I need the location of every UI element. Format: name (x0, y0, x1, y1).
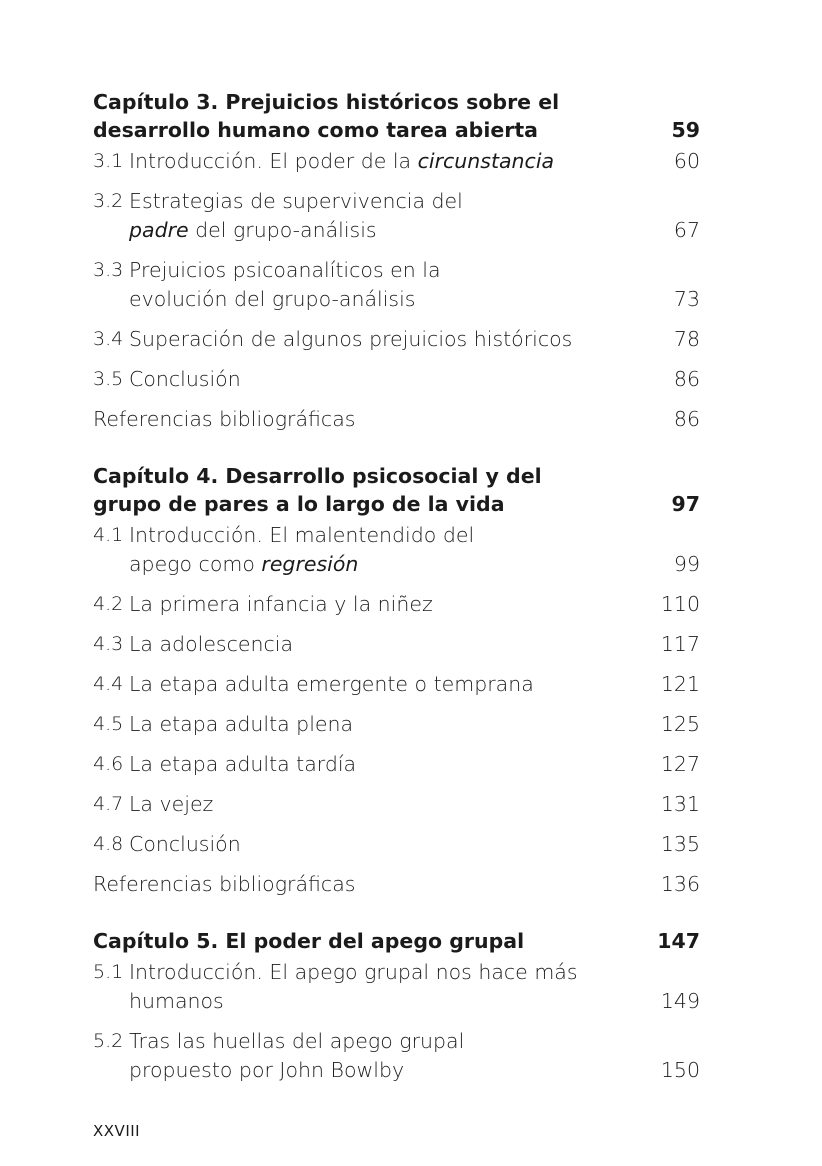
entry-page: 121 (660, 672, 700, 696)
toc-entry[interactable] (93, 521, 700, 579)
entry-title: Introducción. El apego grupal nos hace más humanos (129, 960, 578, 1013)
entry-page: 99 (673, 552, 700, 576)
entry-number: 3.3 (93, 259, 124, 281)
entry-number: 3.4 (93, 328, 124, 350)
chapter-title: Capítulo 4. Desarrollo psicosocial y del grupo de pares a lo largo de la vida (93, 464, 542, 516)
entry-number: 4.2 (93, 593, 124, 615)
entry-page: 131 (660, 792, 700, 816)
chapter-heading[interactable] (93, 462, 700, 518)
entry-page: 136 (660, 872, 700, 896)
page-folio: XXVIII (93, 1122, 141, 1140)
toc-entry[interactable] (93, 1027, 700, 1085)
entry-title: Prejuicios psicoanalíticos en la evolución del grupo-análisis (129, 258, 441, 311)
chapter-page: 97 (671, 492, 700, 516)
entry-title: La etapa adulta plena (129, 712, 354, 736)
toc-entry[interactable] (93, 958, 700, 1016)
toc-entry[interactable] (93, 365, 700, 394)
chapter-title: Capítulo 3. Prejuicios históricos sobre el desarrollo humano como tarea abierta (93, 90, 560, 142)
entry-number: 5.1 (93, 961, 124, 983)
chapter-page: 59 (671, 118, 700, 142)
entry-title: La etapa adulta tardía (129, 752, 357, 776)
toc-entry[interactable] (93, 790, 700, 819)
entry-title: La vejez (129, 792, 214, 816)
chapter-4-section (93, 462, 700, 899)
entry-title: Conclusión (129, 367, 241, 391)
toc-entry[interactable] (93, 750, 700, 779)
entry-number: 4.4 (93, 673, 124, 695)
entry-page: 127 (660, 752, 700, 776)
entry-number: 4.6 (93, 753, 124, 775)
entry-title: Introducción. El malentendido del apego como regresión (129, 523, 475, 576)
entry-number: 4.3 (93, 633, 124, 655)
references-label: Referencias bibliográficas (93, 407, 356, 431)
entry-page: 86 (673, 407, 700, 431)
entry-number: 5.2 (93, 1030, 124, 1052)
entry-page: 149 (660, 989, 700, 1013)
entry-number: 3.5 (93, 368, 124, 390)
entry-title: Tras las huellas del apego grupal propuesto por John Bowlby (129, 1029, 465, 1082)
chapter-page: 147 (657, 929, 700, 953)
references-label: Referencias bibliográficas (93, 872, 356, 896)
entry-number: 4.8 (93, 833, 124, 855)
toc-entry[interactable] (93, 830, 700, 859)
entry-number: 3.2 (93, 190, 124, 212)
table-of-contents (93, 88, 700, 1085)
entry-title: La primera infancia y la niñez (129, 592, 433, 616)
entry-page: 73 (673, 287, 700, 311)
entry-number: 4.7 (93, 793, 124, 815)
chapter-5-section (93, 927, 700, 1085)
chapter-3-section (93, 88, 700, 434)
entry-page: 135 (660, 832, 700, 856)
entry-title: Estrategias de supervivencia del padre del grupo-análisis (129, 189, 463, 242)
entry-page: 117 (660, 632, 700, 656)
chapter-heading[interactable] (93, 927, 700, 955)
entry-page: 78 (673, 327, 700, 351)
toc-entry[interactable] (93, 147, 700, 176)
chapter-heading[interactable] (93, 88, 700, 144)
entry-page: 125 (660, 712, 700, 736)
toc-entry[interactable] (93, 256, 700, 314)
entry-page: 86 (673, 367, 700, 391)
entry-title: Superación de algunos prejuicios históricos (129, 327, 573, 351)
entry-number: 4.5 (93, 713, 124, 735)
entry-number: 3.1 (93, 150, 124, 172)
entry-number: 4.1 (93, 524, 124, 546)
toc-entry[interactable] (93, 630, 700, 659)
toc-entry[interactable] (93, 187, 700, 245)
entry-title: Conclusión (129, 832, 241, 856)
chapter-title: Capítulo 5. El poder del apego grupal (93, 929, 525, 953)
entry-page: 60 (673, 149, 700, 173)
toc-entry[interactable] (93, 590, 700, 619)
entry-title: La etapa adulta emergente o temprana (129, 672, 534, 696)
toc-entry[interactable] (93, 325, 700, 354)
entry-title: La adolescencia (129, 632, 294, 656)
references-entry[interactable] (93, 870, 700, 899)
entry-page: 150 (660, 1058, 700, 1082)
references-entry[interactable] (93, 405, 700, 434)
entry-page: 110 (660, 592, 700, 616)
entry-page: 67 (673, 218, 700, 242)
toc-entry[interactable] (93, 710, 700, 739)
toc-entry[interactable] (93, 670, 700, 699)
entry-title: Introducción. El poder de la circunstancia (129, 149, 555, 173)
